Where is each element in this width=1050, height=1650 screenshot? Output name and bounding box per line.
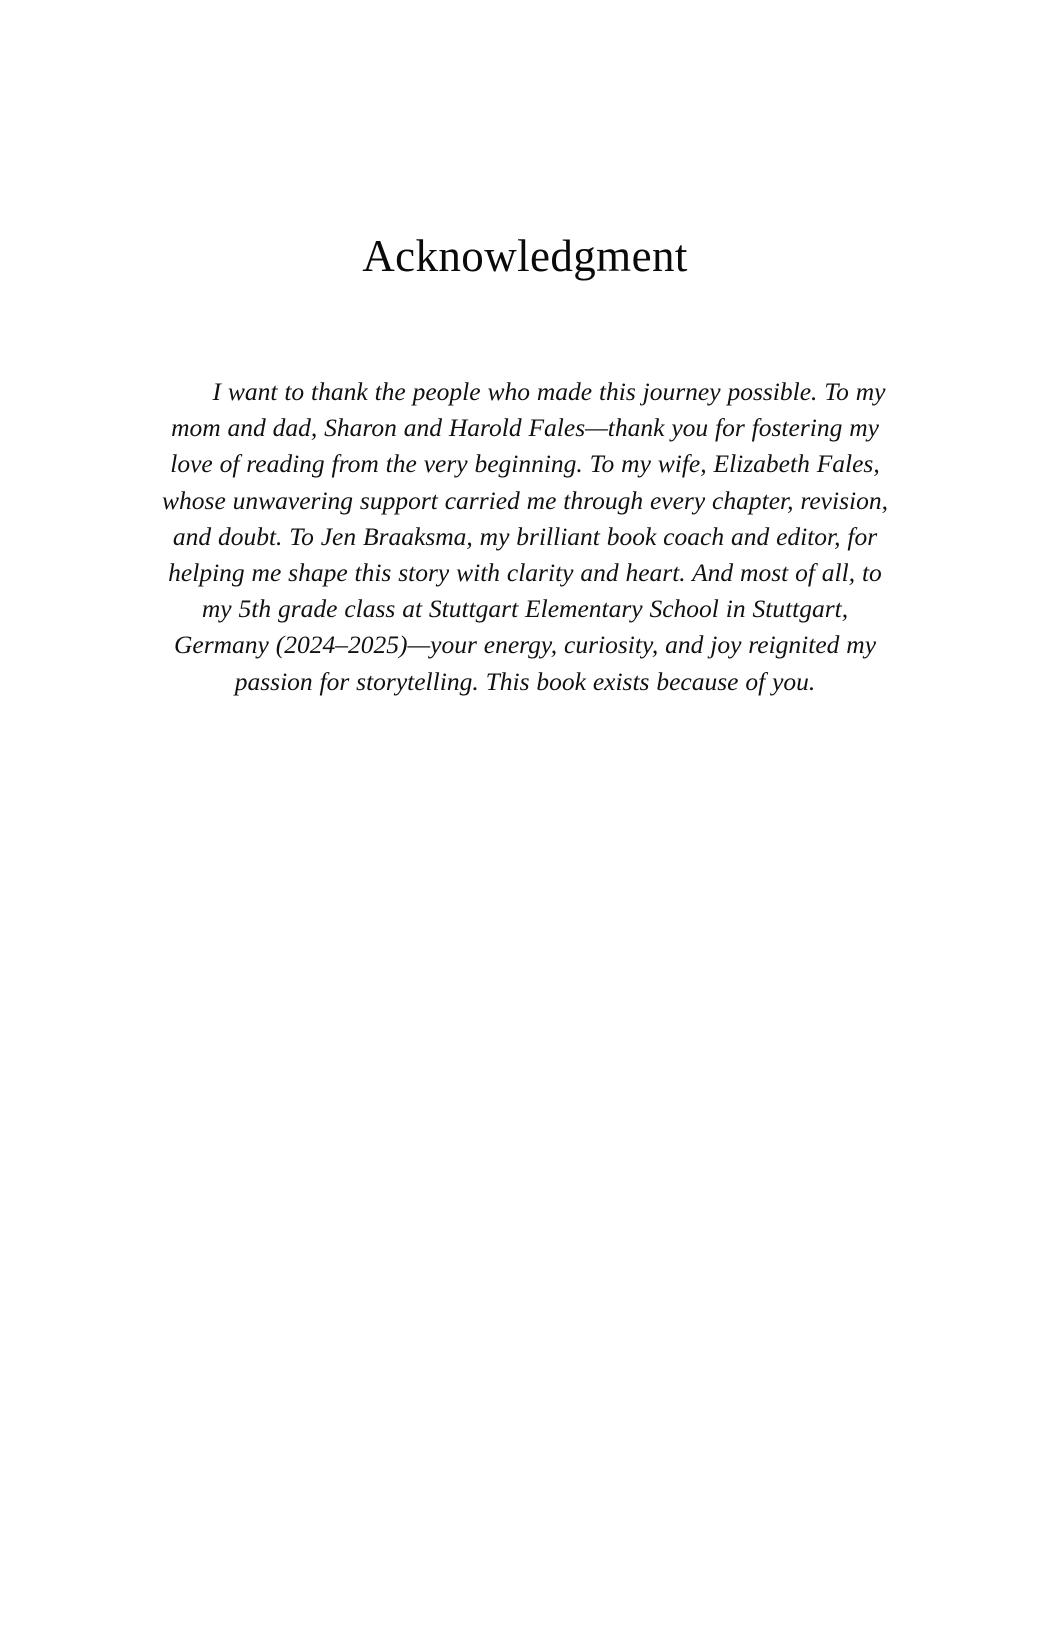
acknowledgment-paragraph <box>150 374 900 700</box>
page-title: Acknowledgment <box>362 231 688 281</box>
paragraph-line: my 5th grade class at Stuttgart Elementary School in Stuttgart, <box>201 594 849 624</box>
paragraph-line: and doubt. To Jen Braaksma, my brilliant book coach and editor, for <box>172 521 878 551</box>
acknowledgment-section <box>150 374 900 700</box>
paragraph-line: I want to thank the people who made this journey possible. To my <box>212 377 886 406</box>
paragraph-line: love of reading from the very beginning. To my wife, Elizabeth Fales, <box>170 449 880 479</box>
paragraph-line: passion for storytelling. This book exists because of you. <box>234 666 816 696</box>
paragraph-line: mom and dad, Sharon and Harold Fales—thank you for fostering my <box>171 413 879 443</box>
paragraph-line: helping me shape this story with clarity and heart. And most of all, to <box>168 558 882 588</box>
paragraph-line: whose unwavering support carried me through every chapter, revision, <box>162 485 888 515</box>
paragraph-line: Germany (2024–2025)—your energy, curiosity, and joy reignited my <box>173 630 877 660</box>
